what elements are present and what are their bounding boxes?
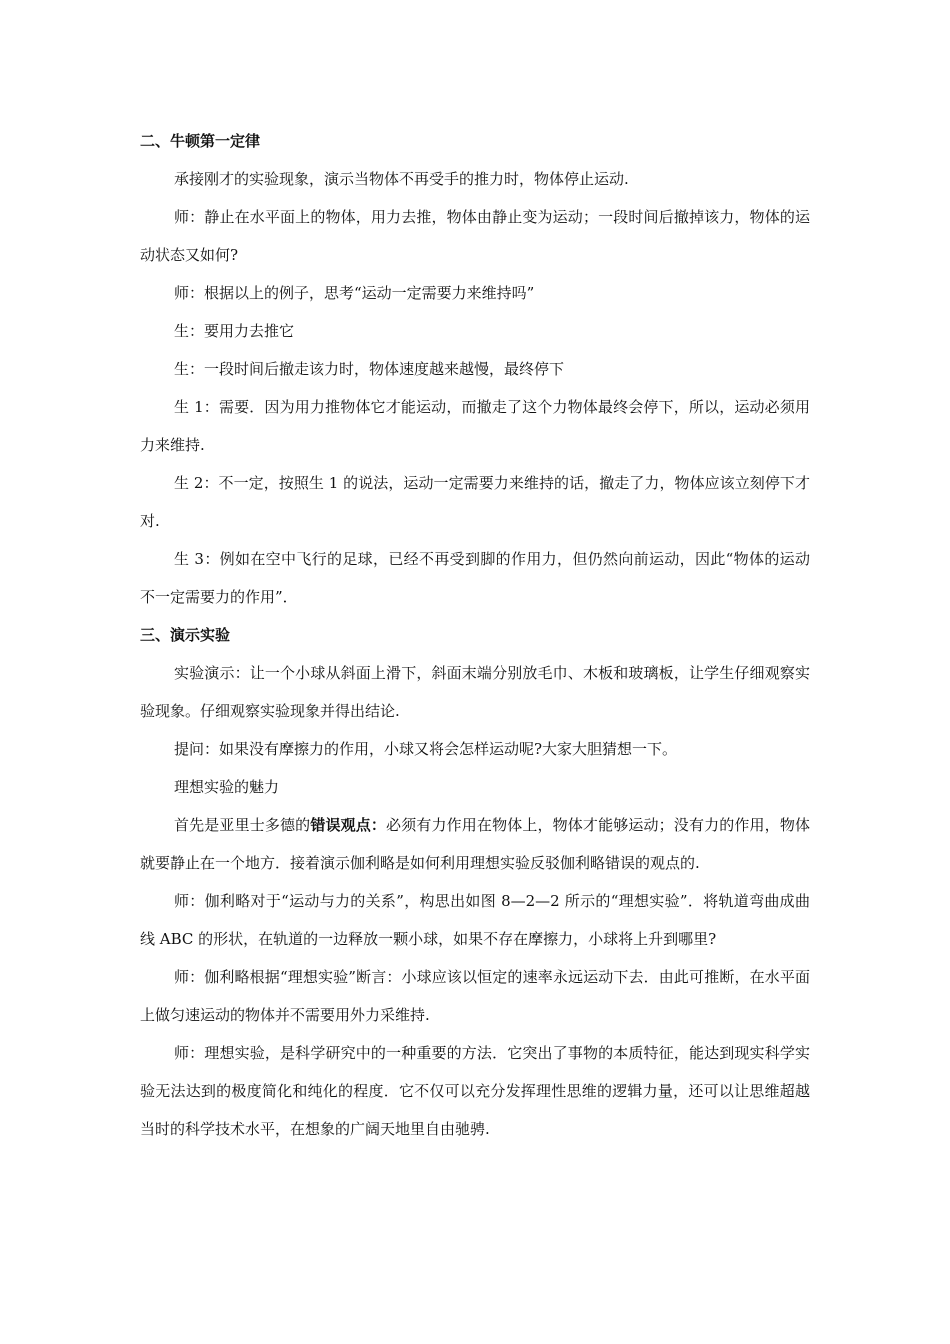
paragraph: 理想实验的魅力 [174,778,280,796]
paragraph: 生 1：需要．因为用力推物体它才能运动，而撤走了这个力物体最终会停下，所以，运动必须用力来维持. [140,398,810,454]
paragraph: 提问：如果没有摩擦力的作用，小球又将会怎样运动呢?大家大胆猜想一下。 [174,740,678,758]
paragraph: 师：静止在水平面上的物体，用力去推，物体由静止变为运动；一段时间后撤掉该力，物体的运动状态又如何? [140,208,810,264]
section-heading-demo-experiment: 三、演示实验 [140,626,231,644]
paragraph: 师：理想实验，是科学研究中的一种重要的方法．它突出了事物的本质特征，能达到现实科学实验无法达到的极度简化和纯化的程度．它不仅可以充分发挥理性思维的逻辑力量，还可以让思维超越当时的科学技术水平，在想象的广阔天地里自由驰骋. [140,1044,810,1138]
paragraph: 生 2：不一定，按照生 1 的说法，运动一定需要力来维持的话，撤走了力，物体应该立刻停下才对. [140,474,810,530]
section-heading-newton-first-law: 二、牛顿第一定律 [140,132,261,150]
paragraph: 师：根据以上的例子，思考“运动一定需要力来维持吗” [174,284,535,302]
paragraph-aristotle [140,806,810,882]
paragraph: 实验演示：让一个小球从斜面上滑下，斜面末端分别放毛巾、木板和玻璃板，让学生仔细观察实验现象。仔细观察实验现象并得出结论. [140,664,810,720]
paragraph: 生：要用力去推它 [174,322,295,340]
paragraph: 承接刚才的实验现象，演示当物体不再受手的推力时，物体停止运动. [174,170,629,188]
aristotle-prefix: 首先是亚里士多德的 [174,816,311,834]
aristotle-rest: 必须有力作用在物体上，物体才能够运动；没有力的作用，物体就要静止在一个地方．接着演示伽利略是如何利用理想实验反驳伽利略错误的观点的. [140,816,810,872]
paragraph: 师：伽利略根据“理想实验”断言：小球应该以恒定的速率永远运动下去．由此可推断，在水平面上做匀速运动的物体并不需要用外力采维持. [140,968,810,1024]
paragraph: 师：伽利略对于“运动与力的关系”，构思出如图 8—2—2 所示的“理想实验”．将轨道弯曲成曲线 ABC 的形状，在轨道的一边释放一颗小球，如果不存在摩擦力，小球将上升到哪里? [140,892,810,948]
paragraph: 生：一段时间后撤走该力时，物体速度越来越慢，最终停下 [174,360,565,378]
paragraph: 生 3：例如在空中飞行的足球，已经不再受到脚的作用力，但仍然向前运动，因此“物体的运动不一定需要力的作用”． [140,550,810,606]
aristotle-bold-term: 错误观点： [310,816,387,834]
